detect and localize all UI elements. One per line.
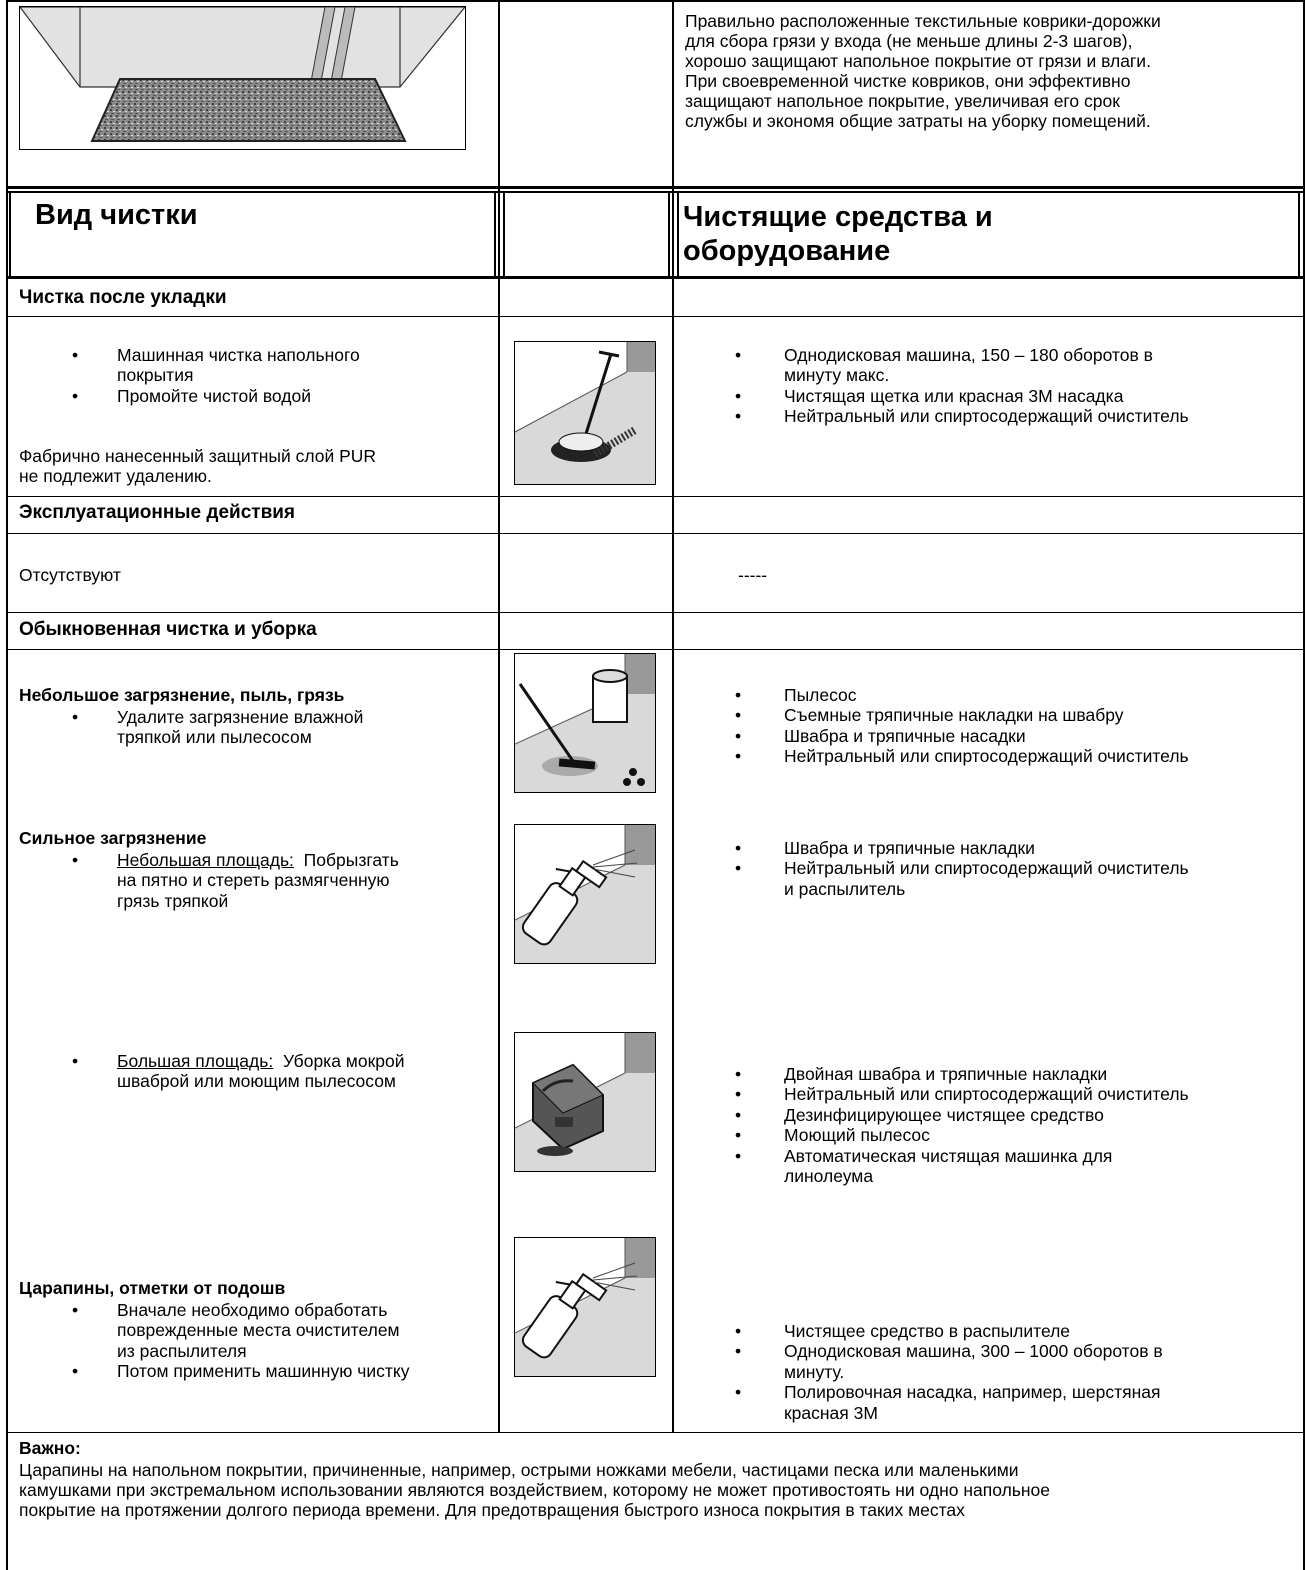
doormat-illustration [19,6,466,150]
header-products: Чистящие средства и оборудование [683,201,993,267]
scrubber-machine-icon [514,1032,656,1172]
important-text: Царапины на напольном покрытии, причиненные, например, острыми ножками мебели, частицами песка или маленькими камушками при экстремальном использовании являются воздействием, которому не может противостоять ни одно напольное покрытие на протяжении долгого периода времени. Для предотвращения быстрого износа покрытия в таких местах [19,1460,1051,1520]
s3b-title: Сильное загрязнение [19,828,207,848]
s3d-title: Царапины, отметки от подошв [19,1278,286,1298]
intro-text: Правильно расположенные текстильные коврики-дорожки для сбора грязи у входа (не меньше длины 2-3 шагов), хорошо защищают напольное покрытие от грязи и влаги. При своевременной чистке ковриков, они эффективно защищают напольное покрытие, увеличивая его срок службы и экономя общие затраты на уборку помещений. [685,11,1161,131]
section-title-regular-cleaning: Обыкновенная чистка и уборка [19,619,317,640]
section-title-after-installation: Чистка после укладки [19,287,227,308]
section-title-maintenance: Эксплуатационные действия [19,502,296,523]
s2-left: Отсутствуют [19,565,121,585]
spray-bottle-icon-2 [514,1237,656,1377]
header-cleaning-type: Вид чистки [35,199,198,231]
important-title: Важно: [19,1438,81,1458]
s2-right: ----- [738,565,768,585]
s1-note: Фабрично нанесенный защитный слой PUR не подлежит удалению. [19,446,377,486]
spray-bottle-icon [514,824,656,964]
s3a-title: Небольшое загрязнение, пыль, грязь [19,685,345,705]
floor-machine-icon [514,341,656,485]
mop-bucket-icon [514,653,656,793]
